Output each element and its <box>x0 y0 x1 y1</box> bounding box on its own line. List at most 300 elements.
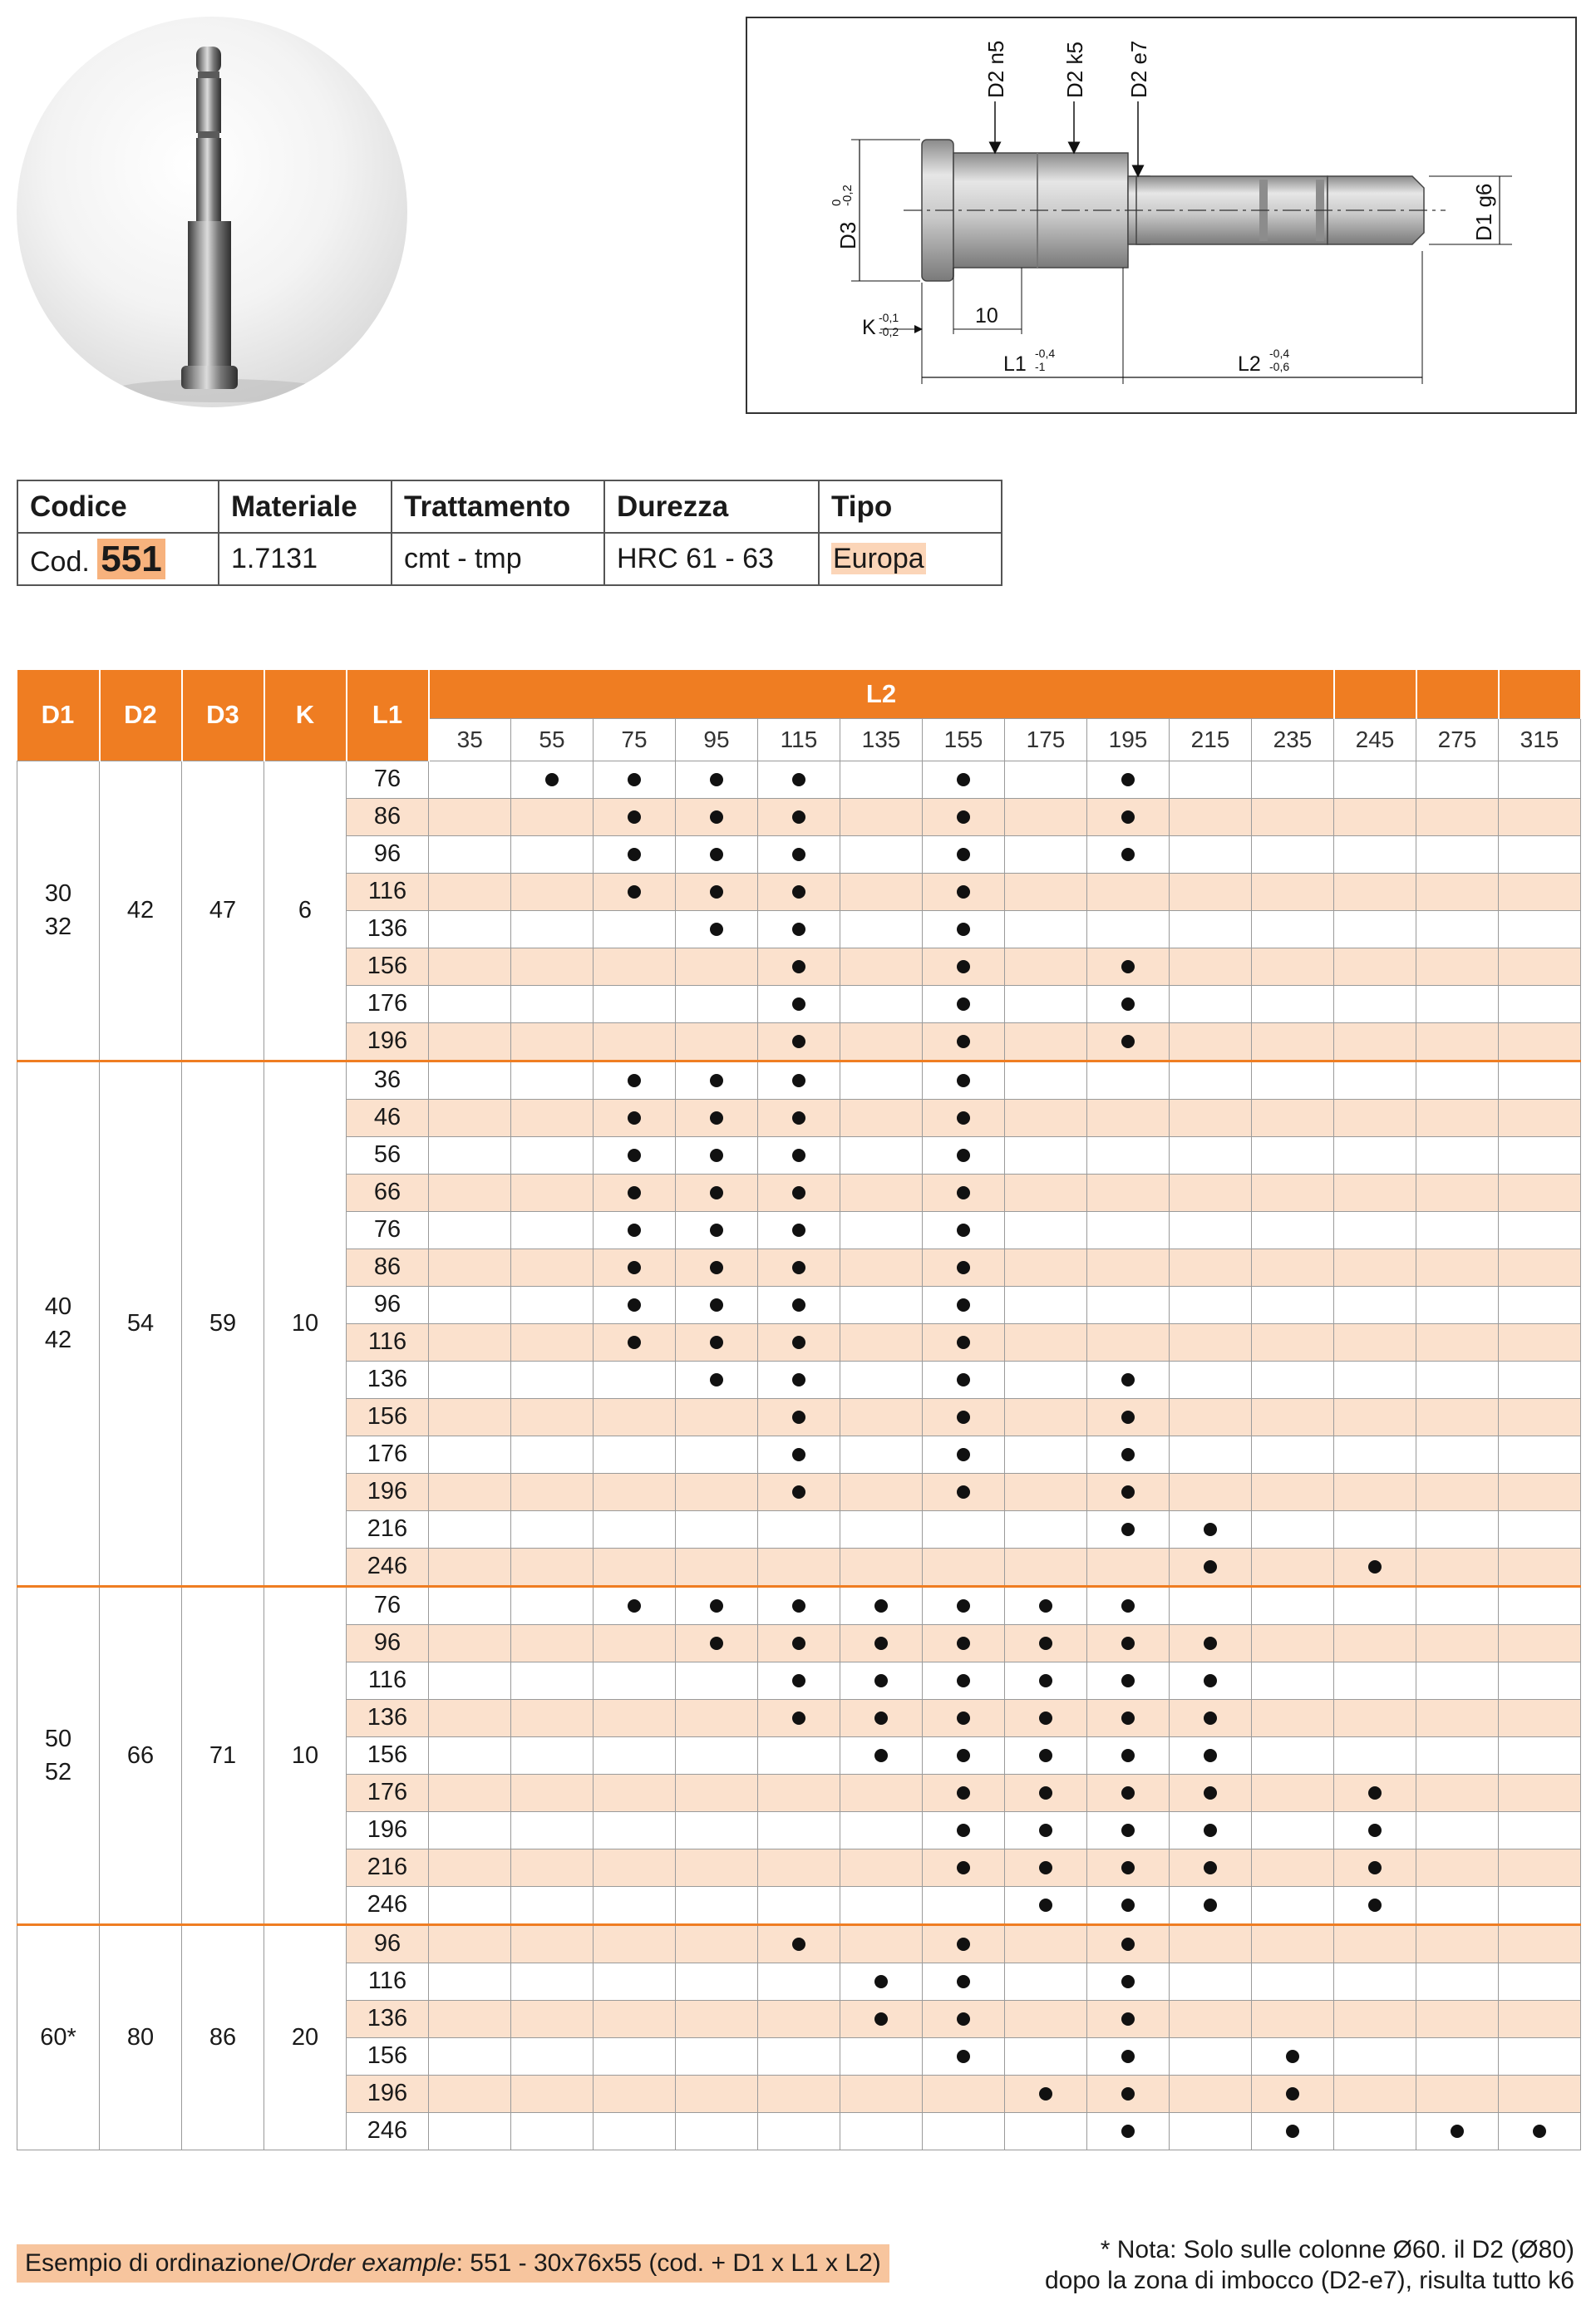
d1-value: 50 <box>44 1725 72 1752</box>
l2-cell <box>1499 1174 1581 1211</box>
availability-dot <box>957 1712 970 1725</box>
table-row <box>17 1061 1581 1099</box>
guide-pillar-image <box>17 17 407 407</box>
svg-text:-0,4: -0,4 <box>1035 347 1056 360</box>
spec-type <box>819 533 1002 585</box>
l2-cell <box>511 1662 594 1699</box>
l2-cell <box>1170 761 1252 798</box>
header-d1: D1 <box>17 670 100 761</box>
l2-cell <box>840 1586 923 1624</box>
l2-cell <box>511 1061 594 1099</box>
l2-header-cell: 75 <box>594 718 676 761</box>
l2-cell <box>594 1924 676 1963</box>
l2-cell <box>1005 1963 1087 2000</box>
l2-cell <box>594 985 676 1022</box>
l2-cell <box>511 1022 594 1061</box>
l2-cell <box>594 798 676 835</box>
spec-header-treatment: Trattamento <box>392 480 604 533</box>
table-row <box>17 761 1581 798</box>
l2-cell <box>1005 1022 1087 1061</box>
l2-cell <box>1005 2037 1087 2075</box>
note-line-1: * Nota: Solo sulle colonne Ø60. il D2 (Ø80) <box>1100 2236 1574 2263</box>
l2-cell <box>676 2000 758 2037</box>
availability-dot <box>1121 2125 1135 2138</box>
l2-cell <box>1170 1398 1252 1436</box>
l2-cell <box>1252 985 1334 1022</box>
l2-cell <box>1499 1286 1581 1323</box>
code-number: 551 <box>97 539 165 579</box>
availability-dot <box>1121 1599 1135 1613</box>
l2-cell <box>1499 2000 1581 2037</box>
l1-cell: 176 <box>347 985 429 1022</box>
l2-cell <box>676 1436 758 1473</box>
l2-cell <box>594 835 676 873</box>
l2-cell <box>1005 1099 1087 1136</box>
l1-cell: 46 <box>347 1099 429 1136</box>
availability-dot <box>957 1749 970 1762</box>
l2-cell <box>1005 835 1087 873</box>
l2-cell <box>429 1022 511 1061</box>
l2-cell <box>923 1323 1005 1361</box>
availability-dot <box>628 1186 641 1199</box>
l2-cell <box>1416 985 1499 1022</box>
l2-cell <box>1087 1548 1170 1586</box>
l1-cell: 246 <box>347 1886 429 1924</box>
availability-dot <box>1368 1560 1382 1574</box>
l1-cell: 196 <box>347 2075 429 2112</box>
availability-dot <box>1121 810 1135 824</box>
l2-cell <box>1499 1548 1581 1586</box>
l2-cell <box>840 1022 923 1061</box>
l2-cell <box>1334 1136 1416 1174</box>
availability-dot <box>1204 1749 1217 1762</box>
l2-cell <box>1416 1436 1499 1473</box>
l2-cell <box>1170 948 1252 985</box>
d3-cell: 86 <box>182 1924 264 2150</box>
l2-cell <box>1252 1662 1334 1699</box>
availability-dot <box>792 773 805 786</box>
l2-cell <box>923 1811 1005 1849</box>
l1-cell: 56 <box>347 1136 429 1174</box>
availability-dot <box>1204 1637 1217 1650</box>
availability-dot <box>1204 1712 1217 1725</box>
availability-dot <box>710 848 723 861</box>
l2-cell <box>1499 1510 1581 1548</box>
availability-dot <box>957 1298 970 1312</box>
l2-cell <box>594 1061 676 1099</box>
l2-cell <box>1252 1099 1334 1136</box>
l1-cell: 176 <box>347 1774 429 1811</box>
l1-cell: 196 <box>347 1811 429 1849</box>
l1-cell: 196 <box>347 1022 429 1061</box>
l2-cell <box>594 2112 676 2150</box>
l2-cell <box>1252 761 1334 798</box>
header-k: K <box>264 670 347 761</box>
l2-cell <box>594 1211 676 1249</box>
svg-text:-0,4: -0,4 <box>1269 347 1290 360</box>
l2-cell <box>923 985 1005 1022</box>
l2-cell <box>1416 1924 1499 1963</box>
l2-cell <box>1334 2037 1416 2075</box>
l2-header-cell: 55 <box>511 718 594 761</box>
l2-cell <box>1252 2075 1334 2112</box>
l2-cell <box>1499 1886 1581 1924</box>
l2-cell <box>840 1963 923 2000</box>
l2-cell <box>1499 1022 1581 1061</box>
l2-cell <box>923 835 1005 873</box>
l2-cell <box>1334 1211 1416 1249</box>
l2-cell <box>758 1924 840 1963</box>
l2-header-cell: 95 <box>676 718 758 761</box>
l2-cell <box>840 1774 923 1811</box>
l2-cell <box>758 1174 840 1211</box>
availability-dot <box>874 1599 888 1613</box>
l2-cell <box>429 1774 511 1811</box>
availability-dot <box>957 1485 970 1499</box>
l2-cell <box>676 1849 758 1886</box>
l2-cell <box>594 1963 676 2000</box>
l2-cell <box>1005 1510 1087 1548</box>
l2-cell <box>758 1061 840 1099</box>
availability-dot <box>1121 848 1135 861</box>
availability-dot <box>957 1824 970 1837</box>
l2-cell <box>1499 1662 1581 1699</box>
availability-dot <box>957 1411 970 1424</box>
l2-cell <box>1334 1586 1416 1624</box>
l2-cell <box>676 1924 758 1963</box>
l2-cell <box>594 1510 676 1548</box>
d2-cell: 54 <box>100 1061 182 1586</box>
table-body <box>17 761 1581 2150</box>
availability-dot <box>710 1149 723 1162</box>
l2-cell <box>1170 2000 1252 2037</box>
l2-cell <box>1252 1548 1334 1586</box>
l2-cell <box>1087 1211 1170 1249</box>
l2-cell <box>429 1924 511 1963</box>
l2-cell <box>923 1099 1005 1136</box>
l2-cell <box>840 835 923 873</box>
availability-dot <box>957 2012 970 2026</box>
l2-cell <box>758 1323 840 1361</box>
l2-cell <box>594 1022 676 1061</box>
l2-cell <box>1252 1473 1334 1510</box>
d1-cell <box>17 1061 100 1586</box>
l2-cell <box>1087 1662 1170 1699</box>
l2-cell <box>429 1136 511 1174</box>
l2-cell <box>923 1361 1005 1398</box>
d2-cell: 80 <box>100 1924 182 2150</box>
availability-dot <box>957 1261 970 1274</box>
l2-cell <box>840 985 923 1022</box>
availability-dot <box>1121 1975 1135 1988</box>
l2-cell <box>758 2037 840 2075</box>
availability-dot <box>1039 1637 1052 1650</box>
l2-cell <box>1087 1849 1170 1886</box>
l2-cell <box>1416 873 1499 910</box>
l2-cell <box>429 1662 511 1699</box>
l2-cell <box>1087 1886 1170 1924</box>
l2-cell <box>840 1924 923 1963</box>
l2-cell <box>1252 1249 1334 1286</box>
l2-cell <box>758 873 840 910</box>
d3-cell: 47 <box>182 761 264 1061</box>
l2-cell <box>758 1774 840 1811</box>
availability-dot <box>792 1712 805 1725</box>
availability-dot <box>710 1336 723 1349</box>
l2-cell <box>511 1774 594 1811</box>
l1-cell: 76 <box>347 1211 429 1249</box>
l2-cell <box>923 1510 1005 1548</box>
availability-dot <box>1121 1411 1135 1424</box>
l2-cell <box>511 1174 594 1211</box>
l2-cell <box>1005 948 1087 985</box>
example-label-en: Order example <box>291 2249 456 2277</box>
l2-cell <box>429 1548 511 1586</box>
l2-cell <box>511 1323 594 1361</box>
l2-cell <box>676 1361 758 1398</box>
l2-cell <box>1252 1136 1334 1174</box>
l2-cell <box>429 910 511 948</box>
l2-cell <box>1170 985 1252 1022</box>
l2-cell <box>1252 2037 1334 2075</box>
l2-cell <box>840 1099 923 1136</box>
l2-cell <box>840 761 923 798</box>
l2-cell <box>1005 1849 1087 1886</box>
d1-cell <box>17 1924 100 2150</box>
l2-cell <box>594 1323 676 1361</box>
l2-cell <box>1416 948 1499 985</box>
d1-value-alt: 52 <box>44 1758 72 1785</box>
l2-cell <box>429 1211 511 1249</box>
l2-cell <box>1499 1361 1581 1398</box>
availability-dot <box>957 1975 970 1988</box>
l1-cell: 96 <box>347 835 429 873</box>
l2-cell <box>840 948 923 985</box>
l2-cell <box>1005 1174 1087 1211</box>
l2-cell <box>923 761 1005 798</box>
l1-cell: 136 <box>347 1699 429 1736</box>
l2-cell <box>429 1099 511 1136</box>
header-l2-ext <box>1334 670 1416 718</box>
l2-cell <box>923 2075 1005 2112</box>
l2-cell <box>1416 798 1499 835</box>
l2-cell <box>1005 1061 1087 1099</box>
l2-cell <box>923 910 1005 948</box>
l2-cell <box>1252 873 1334 910</box>
l2-cell <box>429 1323 511 1361</box>
l2-cell <box>1416 1361 1499 1398</box>
l2-cell <box>923 1022 1005 1061</box>
l2-cell <box>1499 1061 1581 1099</box>
l2-cell <box>840 1811 923 1849</box>
l2-cell <box>1087 1473 1170 1510</box>
availability-dot <box>710 773 723 786</box>
l2-cell <box>758 1811 840 1849</box>
l2-cell <box>429 1699 511 1736</box>
availability-dot <box>957 2050 970 2063</box>
l2-cell <box>1087 1286 1170 1323</box>
l2-cell <box>758 1211 840 1249</box>
l2-cell <box>1087 1436 1170 1473</box>
l2-cell <box>1087 1924 1170 1963</box>
l2-cell <box>1170 910 1252 948</box>
l2-cell <box>511 761 594 798</box>
availability-dot <box>1204 1674 1217 1687</box>
availability-dot <box>1368 1786 1382 1800</box>
l2-cell <box>1252 2112 1334 2150</box>
l2-cell <box>1252 1398 1334 1436</box>
l2-cell <box>1087 1249 1170 1286</box>
ten-label: 10 <box>975 304 998 328</box>
k-cell: 20 <box>264 1924 347 2150</box>
l2-cell <box>1087 1136 1170 1174</box>
l1-cell: 36 <box>347 1061 429 1099</box>
availability-dot <box>628 810 641 824</box>
l2-cell <box>511 2075 594 2112</box>
l2-cell <box>676 1398 758 1436</box>
l2-cell <box>594 1849 676 1886</box>
l2-cell <box>429 985 511 1022</box>
l2-cell <box>1005 2000 1087 2037</box>
l2-header-cell: 275 <box>1416 718 1499 761</box>
availability-dot <box>792 1373 805 1386</box>
availability-dot <box>1368 1899 1382 1912</box>
l2-header-cell: 245 <box>1334 718 1416 761</box>
order-example <box>17 2244 889 2283</box>
l2-cell <box>923 1963 1005 2000</box>
l2-cell <box>676 873 758 910</box>
l2-cell <box>1252 835 1334 873</box>
l2-cell <box>1416 1624 1499 1662</box>
table-row <box>17 1586 1581 1624</box>
l2-cell <box>511 1924 594 1963</box>
availability-dot <box>792 1149 805 1162</box>
l2-cell <box>1005 1361 1087 1398</box>
availability-dot <box>792 1261 805 1274</box>
l2-cell <box>429 2112 511 2150</box>
l2-cell <box>676 910 758 948</box>
l2-cell <box>923 1211 1005 1249</box>
l2-cell <box>1087 1398 1170 1436</box>
l2-cell <box>594 1473 676 1510</box>
l2-cell <box>758 1286 840 1323</box>
l2-cell <box>1087 1736 1170 1774</box>
l2-cell <box>1252 798 1334 835</box>
l2-cell <box>1087 1510 1170 1548</box>
l2-cell <box>1416 1548 1499 1586</box>
l2-cell <box>1170 1211 1252 1249</box>
d1-value: 40 <box>44 1293 72 1320</box>
l2-cell <box>1334 1924 1416 1963</box>
l2-cell <box>594 1736 676 1774</box>
l2-cell <box>594 1548 676 1586</box>
l1-label: L1 <box>1003 352 1027 376</box>
availability-dot <box>957 1224 970 1237</box>
l2-cell <box>1334 1624 1416 1662</box>
spec-hardness: HRC 61 - 63 <box>604 533 819 585</box>
pillar-drawing <box>747 18 1575 412</box>
l2-cell <box>429 1510 511 1548</box>
l2-cell <box>511 1811 594 1849</box>
l2-cell <box>429 1286 511 1323</box>
l2-cell <box>840 1174 923 1211</box>
l2-cell <box>1334 2000 1416 2037</box>
spec-header-code: Codice <box>17 480 219 533</box>
availability-dot <box>792 1448 805 1461</box>
l2-cell <box>511 1436 594 1473</box>
l2-cell <box>1499 1924 1581 1963</box>
l2-cell <box>840 1548 923 1586</box>
l2-cell <box>676 1136 758 1174</box>
availability-dot <box>710 1261 723 1274</box>
availability-dot <box>1533 2125 1546 2138</box>
l2-cell <box>594 1398 676 1436</box>
l2-cell <box>1170 1061 1252 1099</box>
l2-cell <box>676 1323 758 1361</box>
l2-cell <box>1087 1586 1170 1624</box>
l2-cell <box>429 761 511 798</box>
d1-cell <box>17 1586 100 1924</box>
l2-cell <box>1334 1662 1416 1699</box>
l2-cell <box>1170 1436 1252 1473</box>
l2-cell <box>758 1736 840 1774</box>
l2-cell <box>1416 910 1499 948</box>
l1-cell: 136 <box>347 2000 429 2037</box>
l2-cell <box>1170 798 1252 835</box>
l2-cell <box>1005 1211 1087 1249</box>
l2-cell <box>1334 1436 1416 1473</box>
d3-cell: 59 <box>182 1061 264 1586</box>
availability-dot <box>957 773 970 786</box>
l2-cell <box>840 1662 923 1699</box>
availability-dot <box>874 2012 888 2026</box>
l2-cell <box>1334 1886 1416 1924</box>
l2-cell <box>1499 1099 1581 1136</box>
l2-cell <box>1170 2075 1252 2112</box>
l2-cell <box>1170 873 1252 910</box>
availability-dot <box>628 885 641 899</box>
l2-cell <box>1416 1061 1499 1099</box>
l2-cell <box>1087 985 1170 1022</box>
l2-cell <box>429 835 511 873</box>
l2-cell <box>1334 1022 1416 1061</box>
l2-cell <box>1087 761 1170 798</box>
l2-cell <box>1005 1398 1087 1436</box>
l2-cell <box>1005 1436 1087 1473</box>
l2-cell <box>1252 1286 1334 1323</box>
l2-cell <box>1499 1699 1581 1736</box>
l2-cell <box>676 761 758 798</box>
l2-cell <box>840 910 923 948</box>
l2-cell <box>511 1099 594 1136</box>
l2-cell <box>923 1586 1005 1624</box>
l2-cell <box>1170 1849 1252 1886</box>
l2-header-cell: 235 <box>1252 718 1334 761</box>
svg-text:-0,1: -0,1 <box>879 311 899 324</box>
l1-cell: 96 <box>347 1924 429 1963</box>
l1-cell: 116 <box>347 1662 429 1699</box>
l2-cell <box>1499 985 1581 1022</box>
availability-dot <box>710 1111 723 1125</box>
l2-cell <box>1416 1510 1499 1548</box>
l2-cell <box>1252 1886 1334 1924</box>
availability-dot <box>1204 1824 1217 1837</box>
table-row <box>17 1924 1581 1963</box>
availability-dot <box>957 810 970 824</box>
availability-dot <box>1121 1824 1135 1837</box>
availability-dot <box>957 1786 970 1800</box>
availability-dot <box>628 1149 641 1162</box>
